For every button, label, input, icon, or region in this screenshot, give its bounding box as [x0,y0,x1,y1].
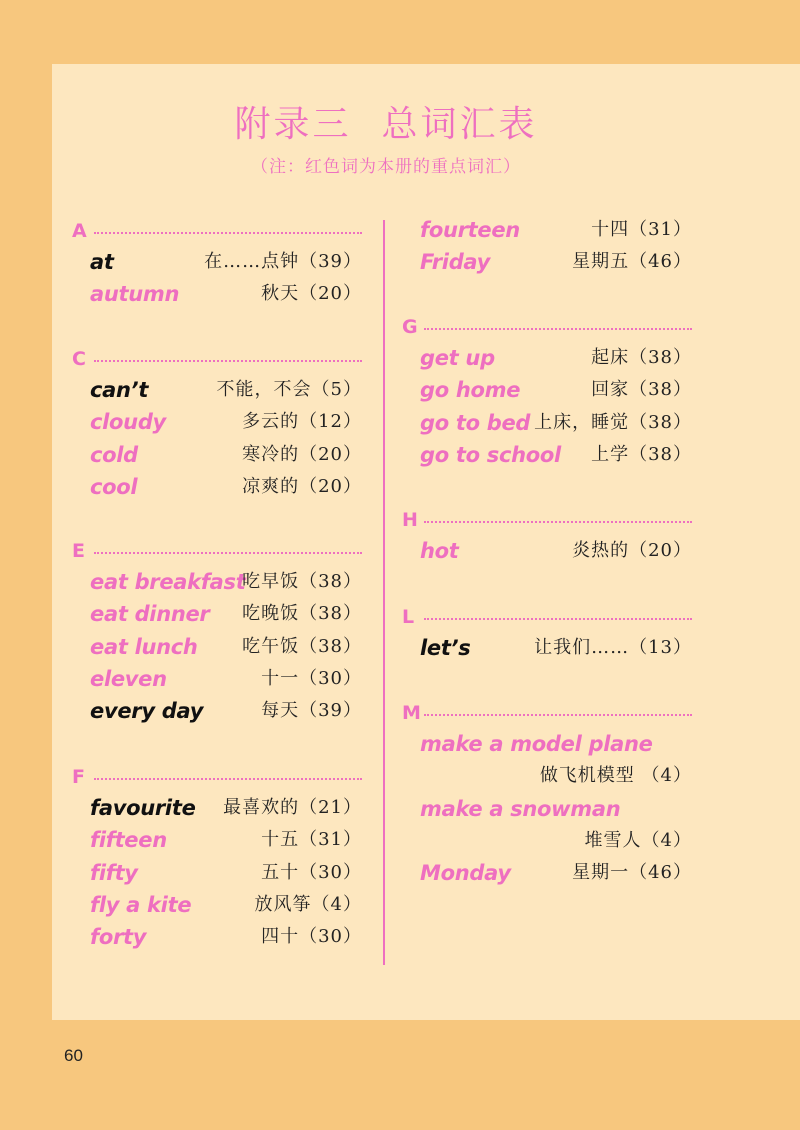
meaning: 五十（30） [261,861,362,883]
word: Friday [420,250,491,275]
meaning: 吃午饭（38） [242,635,362,657]
list-item [402,342,692,374]
list-item [402,439,692,471]
section-h [402,505,692,567]
meaning: 上床，睡觉（38） [534,411,692,433]
list-item [402,825,692,857]
meaning: 堆雪人（4） [584,829,692,851]
word: favourite [90,796,196,820]
note-text: （注：红色词为本册的重点词汇） [251,157,521,177]
section-letter: M [402,702,421,724]
list-item [72,471,362,503]
section-f [72,762,362,953]
meaning: 做飞机模型 （4） [539,765,692,787]
word: make a snowman [420,796,621,821]
list-item [72,278,362,310]
word: go home [420,378,521,403]
meaning: 不能，不会（5） [216,379,362,400]
list-item [72,246,362,278]
word: eat lunch [90,634,198,659]
word: eat breakfast [90,570,246,594]
section-a [72,216,362,311]
meaning: 在……点钟（39） [204,251,362,272]
meaning: 四十（30） [261,926,362,948]
word: cool [90,474,138,499]
word: fourteen [420,218,520,242]
meaning: 十四（31） [591,219,692,240]
word: fly a kite [90,892,192,917]
word: eat dinner [90,602,210,627]
section-m [402,698,692,889]
list-item [72,695,362,727]
section-l [402,602,692,664]
meaning: 每天（39） [261,700,362,722]
word: cold [90,442,138,467]
word: cloudy [90,410,166,435]
meaning: 回家（38） [591,379,692,401]
section-letter: H [402,509,418,531]
dotted-line [424,328,692,330]
word: eleven [90,666,167,691]
meaning: 炎热的（20） [572,540,692,561]
meaning: 放风筝（4） [254,893,362,915]
list-item [402,760,692,792]
section-letter: L [402,606,415,628]
meaning: 起床（38） [591,347,692,368]
page-title [0,96,772,147]
word: hot [420,539,459,563]
list-item [72,889,362,921]
word: go to bed [420,410,531,435]
section-c [72,344,362,503]
list-item [72,824,362,856]
list-item [402,793,692,825]
dotted-line [424,521,692,523]
meaning: 星期五（46） [572,251,692,273]
section-e [72,536,362,727]
list-item [402,728,692,760]
list-item [402,374,692,406]
list-item [402,214,692,246]
word: fifty [90,860,138,885]
list-item [402,632,692,664]
list-item [402,246,692,278]
word: get up [420,346,495,370]
word: forty [90,925,147,950]
dotted-line [94,232,362,234]
section-letter: E [72,540,85,562]
dotted-line [424,618,692,620]
meaning: 十五（31） [261,829,362,851]
word: make a model plane [420,732,653,756]
word: fifteen [90,828,167,853]
dotted-line [94,552,362,554]
list-item [402,535,692,567]
list-item [72,857,362,889]
dotted-line [424,714,692,716]
dotted-line [94,778,362,780]
word: at [90,250,114,274]
section-letter: F [72,766,85,788]
section-letter: A [72,220,87,242]
meaning: 秋天（20） [261,283,362,305]
meaning: 寒冷的（20） [242,443,362,465]
list-item [72,663,362,695]
page-number: 60 [64,1046,83,1065]
section-f-continued [402,214,692,279]
list-item [72,406,362,438]
section-letter: G [402,316,418,338]
word: every day [90,699,204,724]
word: Monday [420,861,511,886]
meaning: 星期一（46） [572,862,692,884]
meaning: 上学（38） [591,443,692,465]
meaning: 最喜欢的（21） [223,797,362,818]
title-appendix: 附录三 [234,104,352,145]
list-item [72,631,362,663]
meaning: 吃晚饭（38） [242,603,362,625]
word: autumn [90,282,180,307]
section-g [402,312,692,471]
meaning: 十一（30） [261,667,362,689]
column-divider [383,220,385,965]
list-item [72,598,362,630]
list-item [72,792,362,824]
meaning: 凉爽的（20） [242,475,362,497]
list-item [72,566,362,598]
list-item [402,857,692,889]
title-vocab: 总词汇表 [381,104,538,145]
list-item [402,407,692,439]
word: let’s [420,636,471,660]
list-item [72,374,362,406]
meaning: 吃早饭（38） [242,571,362,592]
list-item [72,439,362,471]
section-letter: C [72,348,86,370]
meaning: 让我们……（13） [534,637,692,658]
word: go to school [420,442,561,467]
word: can’t [90,378,149,402]
list-item [72,921,362,953]
meaning: 多云的（12） [242,411,362,433]
dotted-line [94,360,362,362]
